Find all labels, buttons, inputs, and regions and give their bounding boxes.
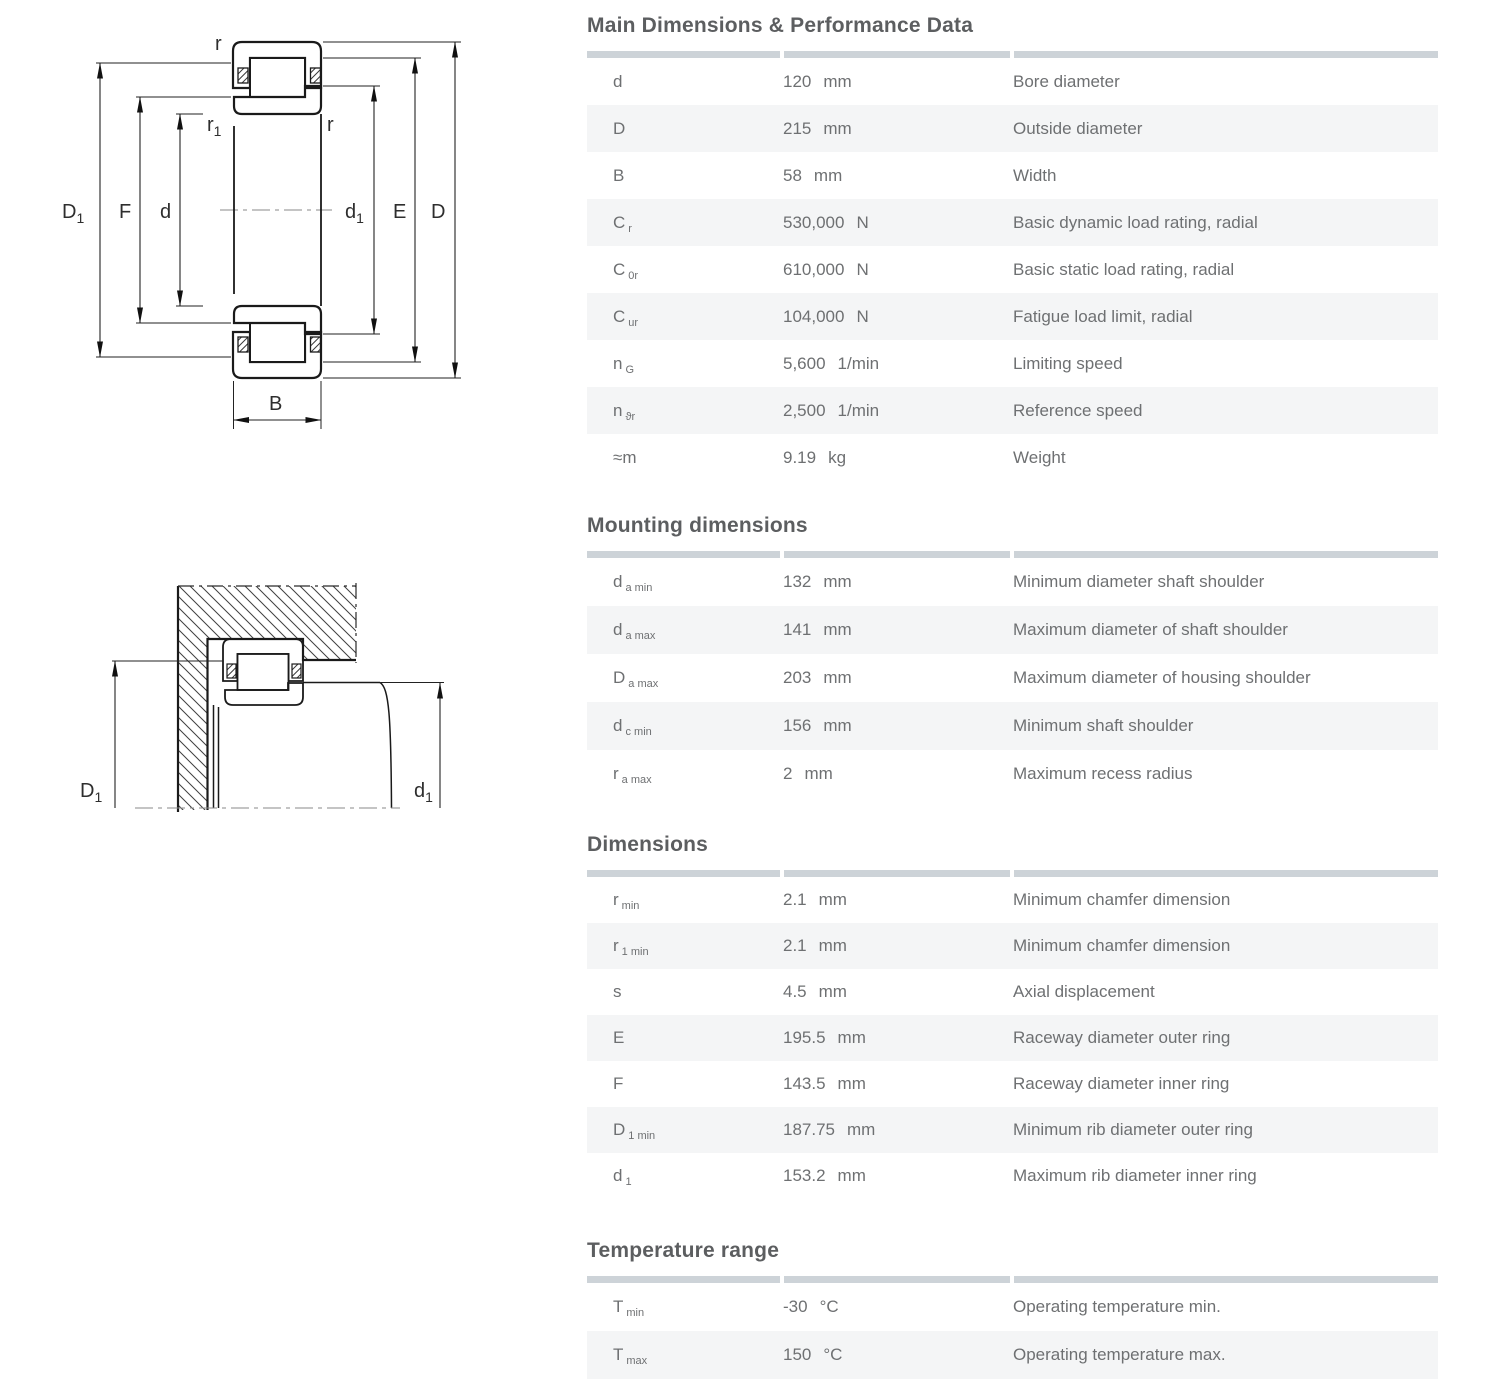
table-row [587,923,1438,969]
value-cell: 2.1 mm [783,890,847,909]
value-cell: 530,000 N [783,212,869,232]
label-D: D [431,201,446,223]
table-row [587,654,1438,702]
mounted-bearing [223,639,303,705]
value-cell: 132 mm [783,572,852,591]
symbol-cell: D [613,118,626,138]
description-cell: Bore diameter [1013,71,1120,91]
table-row [587,105,1438,152]
bearing-upper-half [233,42,321,114]
cage-right [292,664,301,678]
value-cell: -30 °C [783,1297,839,1316]
description-cell: Axial displacement [1013,982,1155,1001]
table-header-bar [587,1276,1438,1283]
table-body [587,1283,1438,1379]
label-D1: $D_1$ [62,201,85,226]
table-body [587,558,1438,798]
symbol-cell: d $_{c min}$ [613,716,652,738]
section-main-dimensions [587,13,1438,481]
table-header-bar [587,870,1438,877]
description-cell: Maximum diameter of housing shoulder [1013,668,1311,687]
table-row [587,58,1438,105]
table-row [587,877,1438,923]
section-title: Main Dimensions & Performance Data [587,14,974,37]
value-cell: 610,000 N [783,259,869,279]
housing [178,583,356,812]
label-B: B [269,393,283,415]
symbol-cell: r $_{a max}$ [613,764,652,786]
symbol-cell: s [613,982,622,1001]
value-cell: 195.5 mm [783,1028,866,1047]
table-row [587,434,1438,481]
value-cell: 9.19 kg [783,447,847,467]
table-body [587,58,1438,481]
description-cell: Operating temperature min. [1013,1297,1221,1316]
description-cell: Minimum chamfer dimension [1013,936,1231,955]
table-row [587,1283,1438,1331]
label-d1: $d_1$ [345,201,364,226]
table-row [587,750,1438,798]
value-cell: 2,500 1/min [783,400,880,420]
table-row [587,606,1438,654]
table-row [587,1153,1438,1199]
symbol-cell: d $_{a min}$ [613,572,653,594]
symbol-cell: r $_{min}$ [613,890,640,912]
description-cell: Basic static load rating, radial [1013,259,1235,279]
table-row [587,293,1438,340]
section-dimensions [587,832,1438,1199]
label-r-right: r [327,114,334,136]
value-cell: 120 mm [783,71,852,91]
table-row [587,152,1438,199]
symbol-cell: d $_{a max}$ [613,620,656,642]
description-cell: Weight [1013,447,1066,467]
symbol-cell: C $_{ur}$ [613,306,639,329]
value-cell: 153.2 mm [783,1166,866,1185]
value-cell: 215 mm [783,118,852,138]
value-cell: 141 mm [783,620,852,639]
section-title: Temperature range [587,1239,780,1262]
label-d1: $d_1$ [414,780,433,805]
description-cell: Maximum recess radius [1013,764,1193,783]
description-cell: Maximum rib diameter inner ring [1013,1166,1257,1185]
symbol-cell: d [613,71,623,91]
description-cell: Basic dynamic load rating, radial [1013,212,1258,232]
label-d: d [160,201,172,223]
table-header-bar [587,51,1438,58]
value-cell: 150 °C [783,1345,843,1364]
description-cell: Minimum shaft shoulder [1013,716,1194,735]
description-cell: Operating temperature max. [1013,1345,1226,1364]
symbol-cell: T $_{max}$ [613,1345,648,1367]
dimension-labels [80,780,433,805]
table-body [587,877,1438,1199]
symbol-cell: B [613,165,625,185]
roller-top [250,58,305,97]
section-temperature-range [587,1238,1438,1379]
table-row [587,387,1438,434]
cage-bottom-left [238,337,248,352]
label-r-top: r [215,33,222,55]
table-row [587,558,1438,606]
bearing-lower-half [233,306,321,378]
cage-top-left [238,68,248,83]
label-r1: $r_1$ [207,114,222,139]
description-cell: Fatigue load limit, radial [1013,306,1193,326]
section-mounting-dimensions [587,513,1438,798]
extension-lines [96,42,461,429]
value-cell: 203 mm [783,668,852,687]
description-cell: Maximum diameter of shaft shoulder [1013,620,1288,639]
symbol-cell: ≈m [613,447,637,467]
value-cell: 4.5 mm [783,982,847,1001]
roller-bottom [250,323,305,362]
symbol-cell: n $_{ϑr}$ [613,400,636,423]
section-title: Mounting dimensions [587,514,808,537]
value-cell: 143.5 mm [783,1074,866,1093]
description-cell: Reference speed [1013,400,1143,420]
label-E: E [393,201,407,223]
symbol-cell: d $_1$ [613,1166,632,1188]
label-D1: $D_1$ [80,780,103,805]
roller [238,654,289,690]
cage-top-right [311,68,321,83]
value-cell: 2 mm [783,764,833,783]
symbol-cell: T $_{min}$ [613,1297,645,1319]
table-row [587,1331,1438,1379]
cage-left [227,664,236,678]
value-cell: 58 mm [783,165,843,185]
description-cell: Outside diameter [1013,118,1143,138]
value-cell: 187.75 mm [783,1120,876,1139]
symbol-cell: r $_{1 min}$ [613,936,649,958]
description-cell: Minimum rib diameter outer ring [1013,1120,1253,1139]
symbol-cell: E [613,1028,625,1047]
table-row [587,1015,1438,1061]
description-cell: Limiting speed [1013,353,1123,373]
symbol-cell: n $_G$ [613,353,635,376]
cage-bottom-right [311,337,321,352]
table-row [587,702,1438,750]
value-cell: 5,600 1/min [783,353,880,373]
label-F: F [119,201,132,223]
table-row [587,340,1438,387]
description-cell: Width [1013,165,1057,185]
mounting-drawing [60,545,470,835]
symbol-cell: D $_{1 min}$ [613,1120,656,1142]
value-cell: 104,000 N [783,306,869,326]
symbol-cell: D $_{a max}$ [613,668,659,690]
bearing-section-drawing [50,15,480,455]
dimension-lines [100,42,455,420]
table-row [587,199,1438,246]
table-row [587,1061,1438,1107]
description-cell: Minimum diameter shaft shoulder [1013,572,1265,591]
shaft-shoulder-fillet [380,683,392,809]
description-cell: Minimum chamfer dimension [1013,890,1231,909]
table-header-bar [587,551,1438,558]
table-row [587,246,1438,293]
description-cell: Raceway diameter inner ring [1013,1074,1230,1093]
value-cell: 156 mm [783,716,852,735]
value-cell: 2.1 mm [783,936,847,955]
section-title: Dimensions [587,833,709,856]
symbol-cell: C $_{0r}$ [613,259,639,282]
symbol-cell: F [613,1074,624,1093]
table-row [587,1107,1438,1153]
symbol-cell: C $_r$ [613,212,632,235]
table-row [587,969,1438,1015]
description-cell: Raceway diameter outer ring [1013,1028,1231,1047]
